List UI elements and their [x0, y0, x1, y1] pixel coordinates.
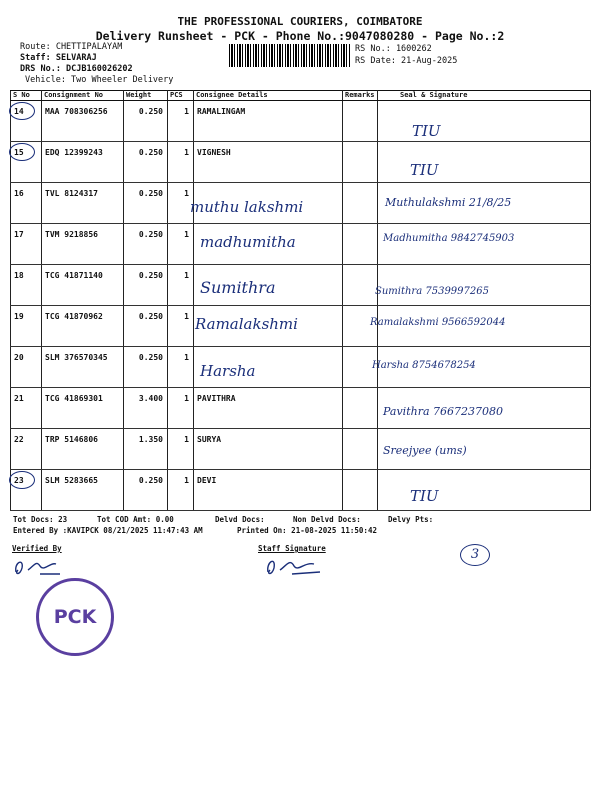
consignee-cell [194, 429, 343, 470]
remarks-cell [343, 265, 378, 306]
entered-by: Entered By :KAVIPCK 08/21/2025 11:47:43 AM [13, 526, 203, 535]
remarks-cell-text [343, 142, 377, 148]
pcs-cell [168, 470, 194, 511]
handwritten-consignee: Ramalakshmi [195, 315, 298, 333]
col-pcs: PCS [168, 91, 194, 101]
table-row [11, 470, 591, 511]
runsheet-table [10, 90, 591, 511]
consignee-cell-text [194, 306, 342, 312]
weight-cell [124, 142, 168, 183]
seal-cell-text [378, 183, 590, 189]
pcs-cell-text: 1 [184, 394, 189, 403]
consignment-cell-text: TVL 8124317 [45, 189, 98, 198]
remarks-cell [343, 470, 378, 511]
verified-signature [10, 552, 70, 582]
pcs-cell-text: 1 [184, 148, 189, 157]
handwritten-consignee: muthu lakshmi [190, 198, 304, 216]
pcs-cell-text: 1 [184, 107, 189, 116]
seal-cell-text [378, 470, 590, 476]
weight-cell [124, 224, 168, 265]
consignee-cell [194, 470, 343, 511]
weight-cell-text: 1.350 [138, 435, 163, 444]
rs-date-label: RS Date: 21-Aug-2025 [355, 56, 458, 66]
sno-cell-text: 23 [14, 476, 24, 485]
col-remarks: Remarks [343, 91, 378, 101]
printed-on: Printed On: 21-08-2025 11:50:42 [237, 526, 377, 535]
pcs-cell [168, 306, 194, 347]
col-seal: Seal & Signature [378, 91, 591, 101]
consignee-cell [194, 142, 343, 183]
table-row [11, 265, 591, 306]
handwritten-signature: TIU [410, 487, 439, 505]
pcs-cell-text: 1 [184, 271, 189, 280]
col-consignee: Consignee Details [194, 91, 343, 101]
sno-circle-mark [9, 471, 35, 489]
handwritten-signature: TIU [410, 161, 439, 179]
col-sno: S No [11, 91, 42, 101]
delvd-docs: Delvd Docs: [215, 515, 265, 524]
remarks-cell-text [343, 470, 377, 476]
barcode [229, 44, 350, 67]
weight-cell [124, 388, 168, 429]
pcs-cell-text: 1 [184, 189, 189, 198]
handwritten-signature: Ramalakshmi 9566592044 [370, 317, 506, 328]
page-mark: 3 [470, 547, 480, 562]
table-row [11, 142, 591, 183]
remarks-cell [343, 388, 378, 429]
handwritten-signature: Sumithra 7539997265 [375, 286, 489, 297]
pcs-cell [168, 224, 194, 265]
consignee-cell-text: DEVI [197, 476, 217, 485]
pcs-cell-text: 1 [184, 476, 189, 485]
pcs-cell-text: 1 [184, 312, 189, 321]
sno-cell-text: 20 [14, 353, 24, 362]
company-title: THE PROFESSIONAL COURIERS, COIMBATORE [177, 15, 423, 28]
consignment-cell [42, 183, 124, 224]
weight-cell-text: 0.250 [138, 189, 163, 198]
consignment-cell-text: EDQ 12399243 [45, 148, 103, 157]
consignment-cell-text: SLM 5283665 [45, 476, 98, 485]
route-label: Route: CHETTIPALAYAM [20, 42, 123, 52]
seal-cell-text [378, 306, 590, 312]
handwritten-consignee: Harsha [200, 362, 256, 380]
vehicle-label: Vehicle: Two Wheeler Delivery [25, 75, 174, 85]
seal-cell [378, 265, 591, 306]
seal-cell [378, 101, 591, 142]
remarks-cell-text [343, 429, 377, 435]
sno-circle-mark [9, 143, 35, 161]
non-delvd-docs: Non Delvd Docs: [293, 515, 361, 524]
seal-cell-text [378, 224, 590, 230]
weight-cell [124, 265, 168, 306]
consignee-cell-text: PAVITHRA [197, 394, 236, 403]
table-row [11, 224, 591, 265]
consignment-cell-text: MAA 708306256 [45, 107, 108, 116]
pcs-cell [168, 101, 194, 142]
remarks-cell [343, 429, 378, 470]
sno-cell [11, 224, 42, 265]
sno-cell-text: 22 [14, 435, 24, 444]
sno-cell [11, 265, 42, 306]
pcs-cell-text: 1 [184, 230, 189, 239]
remarks-cell [343, 101, 378, 142]
sno-cell-text: 21 [14, 394, 24, 403]
remarks-cell-text [343, 306, 377, 312]
handwritten-signature: Sreejyee (ums) [383, 444, 467, 457]
col-consignment: Consignment No [42, 91, 124, 101]
verified-by-label: Verified By [12, 544, 62, 553]
sno-cell [11, 183, 42, 224]
consignment-cell [42, 347, 124, 388]
consignment-cell-text: SLM 376570345 [45, 353, 108, 362]
consignee-cell-text: VIGNESH [197, 148, 231, 157]
consignment-cell [42, 306, 124, 347]
staff-label: Staff: SELVARAJ [20, 53, 97, 63]
weight-cell [124, 470, 168, 511]
weight-cell-text: 0.250 [138, 312, 163, 321]
consignee-cell-text [194, 347, 342, 353]
pcs-cell-text: 1 [184, 353, 189, 362]
remarks-cell [343, 142, 378, 183]
weight-cell [124, 347, 168, 388]
consignment-cell [42, 429, 124, 470]
remarks-cell [343, 183, 378, 224]
staff-signature [262, 550, 332, 580]
consignee-cell [194, 101, 343, 142]
handwritten-signature: Harsha 8754678254 [372, 360, 476, 371]
consignment-cell [42, 388, 124, 429]
pcs-cell-text: 1 [184, 435, 189, 444]
consignment-cell-text: TRP 5146806 [45, 435, 98, 444]
weight-cell [124, 101, 168, 142]
sno-cell-text: 14 [14, 107, 24, 116]
runsheet-title: Delivery Runsheet - PCK - Phone No.:9047080280 - Page No.:2 [95, 29, 505, 43]
handwritten-signature: Pavithra 7667237080 [383, 405, 504, 418]
handwritten-signature: TIU [412, 122, 441, 140]
remarks-cell-text [343, 183, 377, 189]
sno-cell [11, 388, 42, 429]
seal-cell-text [378, 142, 590, 148]
remarks-cell [343, 224, 378, 265]
pcs-cell [168, 429, 194, 470]
seal-cell-text [378, 101, 590, 107]
tot-cod: Tot COD Amt: 0.00 [97, 515, 174, 524]
weight-cell [124, 183, 168, 224]
consignment-cell-text: TCG 41869301 [45, 394, 103, 403]
remarks-cell-text [343, 224, 377, 230]
staff-signature-label: Staff Signature [258, 544, 326, 553]
handwritten-consignee: madhumitha [200, 233, 296, 251]
sno-cell [11, 429, 42, 470]
drs-label: DRS No.: DCJB160026202 [20, 64, 133, 74]
seal-cell-text [378, 388, 590, 394]
sno-cell-text: 17 [14, 230, 24, 239]
weight-cell-text: 0.250 [138, 148, 163, 157]
page-mark-circle [460, 544, 490, 566]
remarks-cell-text [343, 265, 377, 271]
sno-cell-text: 15 [14, 148, 24, 157]
table-row [11, 429, 591, 470]
table-header-row [11, 91, 591, 101]
rs-no-label: RS No.: 1600262 [355, 44, 432, 54]
consignee-cell-text [194, 265, 342, 271]
weight-cell-text: 3.400 [138, 394, 163, 403]
sno-cell-text: 19 [14, 312, 24, 321]
consignment-cell-text: TVM 9218856 [45, 230, 98, 239]
consignment-cell-text: TCG 41871140 [45, 271, 103, 280]
sno-cell [11, 306, 42, 347]
handwritten-signature: Muthulakshmi 21/8/25 [385, 196, 512, 209]
weight-cell-text: 0.250 [138, 230, 163, 239]
consignee-cell-text [194, 224, 342, 230]
weight-cell-text: 0.250 [138, 107, 163, 116]
handwritten-signature: Madhumitha 9842745903 [383, 233, 515, 244]
remarks-cell-text [343, 101, 377, 107]
weight-cell-text: 0.250 [138, 476, 163, 485]
pck-stamp: PCK [36, 578, 114, 656]
seal-cell [378, 224, 591, 265]
weight-cell-text: 0.250 [138, 271, 163, 280]
consignee-cell-text: SURYA [197, 435, 222, 444]
sno-circle-mark [9, 102, 35, 120]
table-row [11, 388, 591, 429]
consignment-cell [42, 142, 124, 183]
seal-cell-text [378, 347, 590, 353]
pcs-cell [168, 388, 194, 429]
consignee-cell [194, 388, 343, 429]
delvy-pts: Delvy Pts: [388, 515, 434, 524]
consignee-cell-text: RAMALINGAM [197, 107, 246, 116]
weight-cell [124, 306, 168, 347]
seal-cell-text [378, 265, 590, 271]
tot-docs: Tot Docs: 23 [13, 515, 68, 524]
handwritten-consignee: Sumithra [200, 278, 276, 297]
remarks-cell-text [343, 347, 377, 353]
sno-cell [11, 347, 42, 388]
consignee-cell-text [194, 183, 342, 189]
seal-cell-text [378, 429, 590, 435]
consignment-cell [42, 224, 124, 265]
sno-cell-text: 16 [14, 189, 24, 198]
remarks-cell-text [343, 388, 377, 394]
consignment-cell [42, 470, 124, 511]
weight-cell [124, 429, 168, 470]
table-row [11, 101, 591, 142]
weight-cell-text: 0.250 [138, 353, 163, 362]
table-row [11, 347, 591, 388]
consignment-cell [42, 265, 124, 306]
col-weight: Weight [124, 91, 168, 101]
pcs-cell [168, 347, 194, 388]
consignment-cell-text: TCG 41870962 [45, 312, 103, 321]
pcs-cell [168, 142, 194, 183]
pcs-cell [168, 265, 194, 306]
consignment-cell [42, 101, 124, 142]
sno-cell-text: 18 [14, 271, 24, 280]
